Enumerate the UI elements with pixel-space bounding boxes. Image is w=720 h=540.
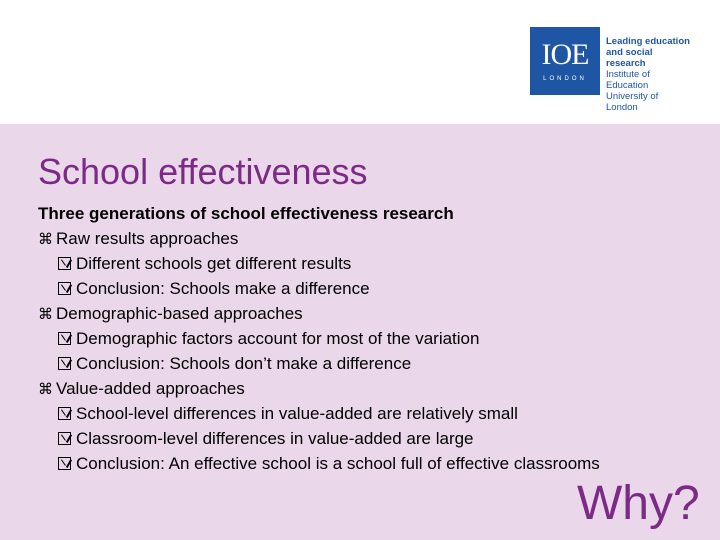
bullet-text: Conclusion: Schools don’t make a difference (76, 354, 412, 373)
bullet-text: School-level differences in value-added are relatively small (76, 404, 518, 423)
logo-tagline-line1: Leading education (606, 36, 690, 47)
slide-header (0, 0, 720, 124)
checkbox-checked-icon (58, 432, 71, 445)
checkbox-checked-icon (58, 282, 71, 295)
logo-institution-line2: University of London (606, 91, 659, 113)
command-symbol-icon: ⌘ (38, 380, 53, 398)
checkbox-checked-icon (58, 407, 71, 420)
bullet-text: Classroom-level differences in value-added are large (76, 429, 474, 448)
slide-title: School effectiveness (38, 151, 368, 192)
bullet-list (38, 229, 698, 479)
command-symbol-icon: ⌘ (38, 305, 53, 323)
sub-bullet-item (38, 329, 698, 354)
logo-mark (530, 27, 600, 95)
logo-text (600, 27, 692, 113)
slide-content (0, 124, 720, 540)
command-symbol-icon: ⌘ (38, 230, 53, 248)
slide-subtitle: Three generations of school effectiveness research (38, 204, 454, 223)
checkbox-checked-icon (58, 357, 71, 370)
checkbox-checked-icon (58, 332, 71, 345)
bullet-item (38, 379, 698, 404)
bullet-text: Demographic-based approaches (56, 304, 303, 323)
sub-bullet-item (38, 279, 698, 304)
logo-letters: IOE (541, 38, 589, 71)
checkbox-checked-icon (58, 257, 71, 270)
bullet-text: Different schools get different results (76, 254, 352, 273)
logo-tagline-line2: and social research (606, 47, 653, 69)
logo-institution-line1: Institute of Education (606, 69, 650, 91)
bullet-item (38, 229, 698, 254)
logo-city: LONDON (543, 76, 587, 82)
bullet-text: Raw results approaches (56, 229, 239, 248)
bullet-text: Value-added approaches (56, 379, 245, 398)
sub-bullet-item (38, 254, 698, 279)
ioe-logo (530, 27, 692, 113)
bullet-text: Conclusion: An effective school is a school full of effective classrooms (76, 454, 600, 473)
bullet-text: Conclusion: Schools make a difference (76, 279, 370, 298)
sub-bullet-item (38, 354, 698, 379)
why-callout: Why? (577, 477, 700, 530)
bullet-item (38, 304, 698, 329)
checkbox-checked-icon (58, 457, 71, 470)
sub-bullet-item (38, 404, 698, 429)
bullet-text: Demographic factors account for most of the variation (76, 329, 480, 348)
sub-bullet-item (38, 429, 698, 454)
